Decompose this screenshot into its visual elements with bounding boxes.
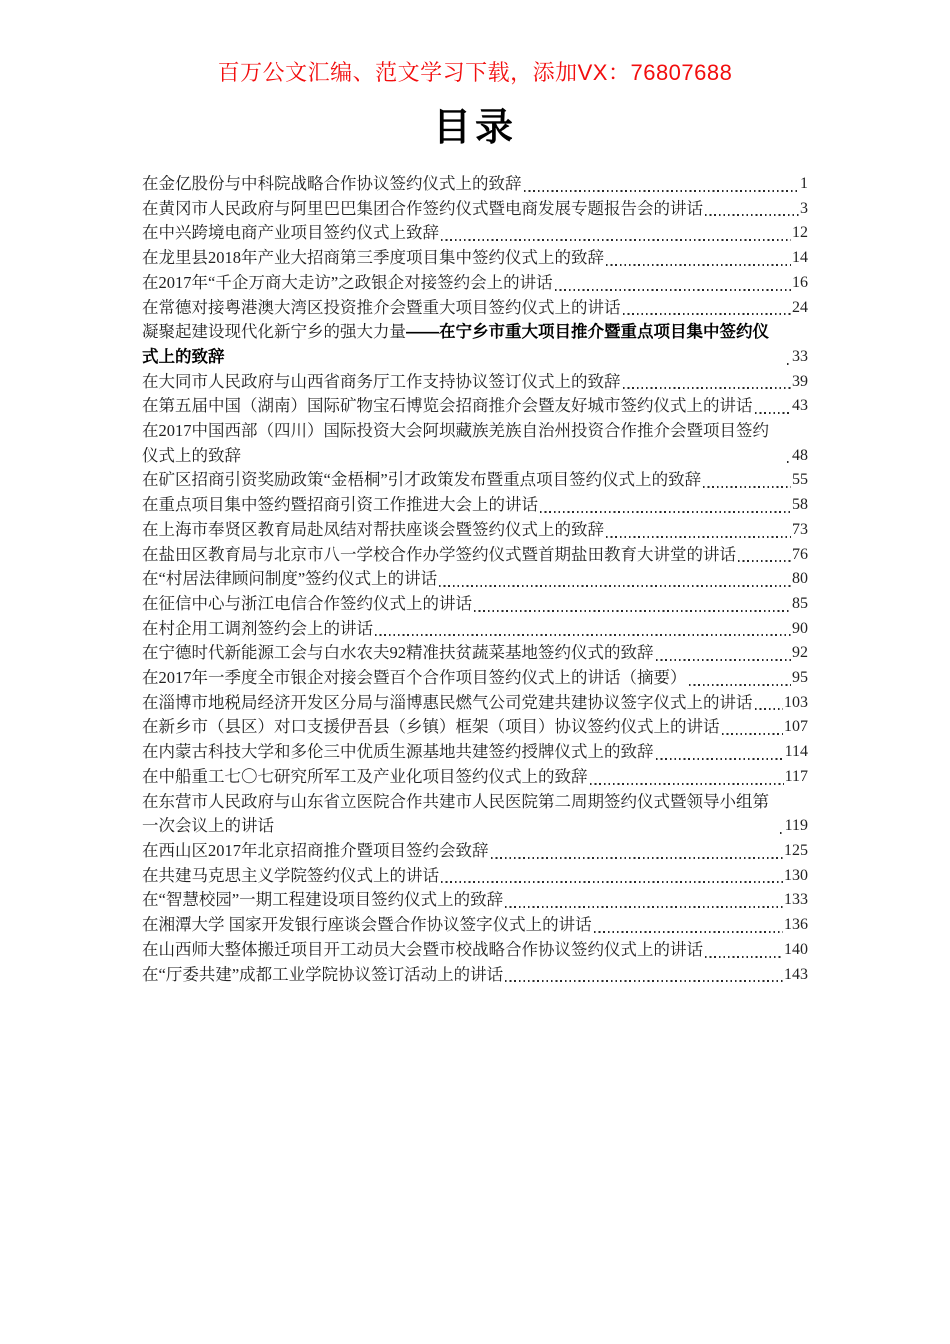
- toc-entry: [142, 715, 808, 740]
- toc-entry-title-text: 在中船重工七〇七研究所军工及产业化项目签约仪式上的致辞: [142, 766, 588, 786]
- dot-leader: [787, 461, 791, 463]
- dot-leader: [555, 289, 791, 291]
- toc-entry-page-number: 33: [792, 347, 808, 365]
- toc-entry-title: [142, 271, 553, 296]
- dot-leader: [524, 190, 800, 192]
- toc-entry: [142, 839, 808, 864]
- dot-leader: [540, 511, 791, 513]
- toc-entry-page-number: 107: [784, 718, 808, 736]
- toc-entry-title-text: 在山西师大整体搬迁项目开工动员大会暨市校战略合作协议签约仪式上的讲话: [142, 939, 703, 959]
- dot-leader: [705, 956, 783, 958]
- toc-entry-title-text: 在盐田区教育局与北京市八一学校合作办学签约仪式暨首期盐田教育大讲堂的讲话: [142, 544, 736, 564]
- toc-entry-title: [142, 888, 503, 913]
- toc-entry: [142, 963, 808, 988]
- toc-entry: [142, 246, 808, 271]
- toc-entry-title: [142, 666, 687, 691]
- toc-entry-page-number: 55: [792, 471, 808, 489]
- toc-entry-title: [142, 641, 654, 666]
- dot-leader: [755, 708, 784, 710]
- toc-entry-title-text: 在西山区2017年北京招商推介暨项目签约会致辞: [142, 840, 489, 860]
- toc-entry-page-number: 117: [784, 767, 808, 785]
- toc-entry-title: [142, 913, 592, 938]
- toc-entry-title: [142, 715, 720, 740]
- toc-entry-page-number: 125: [784, 841, 808, 859]
- toc-entry: [142, 221, 808, 246]
- toc-entry-page-number: 48: [792, 446, 808, 464]
- toc-entry: [142, 394, 808, 419]
- dot-leader: [738, 560, 791, 562]
- toc-entry-title: [142, 172, 522, 197]
- dot-leader: [780, 832, 784, 834]
- toc-entry-page-number: 95: [792, 669, 808, 687]
- toc-entry-title-text: 在“智慧校园”一期工程建设项目签约仪式上的致辞: [142, 890, 504, 910]
- toc-entry-page-number: 119: [784, 817, 808, 835]
- toc-entry-page-number: 85: [792, 594, 808, 612]
- toc-entry-title-text: 在“村居法律顾问制度”签约仪式上的讲话: [142, 569, 438, 589]
- toc-entry-title-text: 在湘潭大学 国家开发银行座谈会暨合作协议签字仪式上的讲话: [142, 915, 592, 935]
- toc-entry-title: [142, 691, 753, 716]
- dot-leader: [705, 214, 799, 216]
- toc-entry-page-number: 140: [784, 940, 808, 958]
- toc-entry: [142, 864, 808, 889]
- dot-leader: [375, 634, 791, 636]
- dot-leader: [656, 758, 784, 760]
- toc-entry-page-number: 12: [792, 224, 808, 242]
- toc-entry-title: [142, 296, 621, 321]
- toc-entry-page-number: 92: [792, 644, 808, 662]
- toc-entry-page-number: 143: [784, 965, 808, 983]
- toc-entry-title: [142, 197, 703, 222]
- toc-entry: [142, 888, 808, 913]
- toc-entry-title-text: 在大同市人民政府与山西省商务厅工作支持协议签订仪式上的致辞: [142, 371, 621, 391]
- toc-entry-page-number: 24: [792, 298, 808, 316]
- dot-leader: [505, 980, 783, 982]
- dot-leader: [606, 264, 791, 266]
- toc-entry-page-number: 80: [792, 570, 808, 588]
- toc-entry: [142, 765, 808, 790]
- toc-entry-title: [142, 938, 703, 963]
- toc-entry-page-number: 73: [792, 520, 808, 538]
- promo-text: 百万公文汇编、范文学习下载，添加VX：76807688: [217, 60, 733, 85]
- toc-entry-page-number: 133: [784, 891, 808, 909]
- toc-entry-title-text: 在第五届中国（湖南）国际矿物宝石博览会招商推介会暨友好城市签约仪式上的讲话: [142, 396, 753, 416]
- toc-entry-title-text: 在东营市人民政府与山东省立医院合作共建市人民医院第二周期签约仪式暨领导小组第一次会议上的讲话: [142, 791, 769, 836]
- toc-entry-title: [142, 221, 439, 246]
- toc-entry-title-text: 在宁德时代新能源工会与白水农夫92精准扶贫蔬菜基地签约仪式的致辞: [142, 643, 654, 663]
- dot-leader: [623, 387, 792, 389]
- toc-entry-title: [142, 765, 588, 790]
- toc-entry-page-number: 3: [800, 199, 808, 217]
- dot-leader: [703, 486, 791, 488]
- toc-entry-title-text: 凝聚起建设现代化新宁乡的强大力量: [142, 322, 406, 342]
- dot-leader: [787, 363, 791, 365]
- toc-entry-title-text: 在重点项目集中签约暨招商引资工作推进大会上的讲话: [142, 495, 538, 515]
- toc-entry-title: [142, 543, 736, 568]
- toc-entry: [142, 790, 808, 839]
- toc-entry-title: [142, 518, 604, 543]
- toc-entry-title-text: 在2017中国西部（四川）国际投资大会阿坝藏族羌族自治州投资合作推介会暨项目签约仪式上的致辞: [142, 421, 769, 465]
- dot-leader: [590, 783, 784, 785]
- page-title: 目录: [432, 107, 517, 149]
- dot-leader: [656, 659, 792, 661]
- toc-entry-title-text: 在2017年一季度全市银企对接会暨百个合作项目签约仪式上的讲话（摘要）: [142, 668, 687, 688]
- toc-entry: [142, 938, 808, 963]
- dot-leader: [755, 412, 792, 414]
- toc-entry-title-text: 在金亿股份与中科院战略合作协议签约仪式上的致辞: [142, 174, 522, 193]
- toc-entry-page-number: 90: [792, 619, 808, 637]
- dot-leader: [606, 536, 791, 538]
- toc-entry: [142, 518, 808, 543]
- toc-entry-title-text: 在上海市奉贤区教育局赴凤结对帮扶座谈会暨签约仪式上的致辞: [142, 519, 604, 539]
- toc-entry-title-text: 在矿区招商引资奖励政策“金梧桐”引才政策发布暨重点项目签约仪式上的致辞: [142, 470, 702, 490]
- dot-leader: [505, 906, 783, 908]
- toc-entry-title-text: 在新乡市（县区）对口支援伊吾县（乡镇）框架（项目）协议签约仪式上的讲话: [142, 717, 720, 737]
- dot-leader: [623, 313, 792, 315]
- toc-entry-title: [142, 617, 373, 642]
- toc-entry-title-text: 在征信中心与浙江电信合作签约仪式上的讲话: [142, 593, 472, 613]
- toc-entry: [142, 666, 808, 691]
- toc-entry-title-text: 在2017年“千企万商大走访”之政银企对接签约会上的讲话: [142, 272, 553, 292]
- toc-entry: [142, 691, 808, 716]
- toc-entry-page-number: 103: [784, 693, 808, 711]
- toc-entry-title-text: 在常德对接粤港澳大湾区投资推介会暨重大项目签约仪式上的讲话: [142, 297, 621, 317]
- promo-banner: [142, 58, 808, 88]
- toc-entry-page-number: 43: [792, 397, 808, 415]
- dot-leader: [722, 733, 784, 735]
- toc-entry-page-number: 16: [792, 273, 808, 291]
- toc-entry: [142, 271, 808, 296]
- toc-entry-page-number: 130: [784, 866, 808, 884]
- toc-entry-title-text: 在淄博市地税局经济开发区分局与淄博惠民燃气公司党建共建协议签字仪式上的讲话: [142, 692, 753, 712]
- toc-entry: [142, 468, 808, 493]
- toc-entry-title: [142, 592, 472, 617]
- toc-entry-title-bold-text: ——在宁乡市重大项目推介暨重点项目集中签约仪式上的致辞: [142, 323, 769, 366]
- toc-entry-title: [142, 320, 785, 369]
- toc-entry-title-text: 在龙里县2018年产业大招商第三季度项目集中签约仪式上的致辞: [142, 248, 604, 268]
- dot-leader: [441, 239, 791, 241]
- toc-entry: [142, 740, 808, 765]
- toc-entry: [142, 320, 808, 369]
- toc-entry-page-number: 114: [784, 743, 808, 761]
- toc-entry-title: [142, 370, 621, 395]
- toc-entry: [142, 197, 808, 222]
- toc-entry-title-text: 在“厅委共建”成都工业学院协议签订活动上的讲话: [142, 964, 504, 984]
- toc-entry: [142, 543, 808, 568]
- toc-entry: [142, 296, 808, 321]
- toc-entry-title: [142, 963, 503, 988]
- toc-entry-page-number: 58: [792, 496, 808, 514]
- toc-entry: [142, 617, 808, 642]
- toc-entry-title-text: 在内蒙古科技大学和多伦三中优质生源基地共建签约授牌仪式上的致辞: [142, 742, 654, 762]
- dot-leader: [491, 857, 784, 859]
- toc-entry-title: [142, 740, 654, 765]
- toc-entry-title: [142, 864, 439, 889]
- toc-entry-page-number: 76: [792, 545, 808, 563]
- toc-entry: [142, 172, 808, 197]
- toc-entry-title: [142, 468, 701, 493]
- toc-entry-title: [142, 790, 778, 839]
- toc-entry-title-text: 在村企用工调剂签约会上的讲话: [142, 618, 373, 638]
- toc-entry: [142, 641, 808, 666]
- toc-entry-page-number: 14: [792, 249, 808, 267]
- dot-leader: [594, 931, 783, 933]
- toc-entry: [142, 592, 808, 617]
- dot-leader: [441, 881, 783, 883]
- dot-leader: [474, 610, 791, 612]
- toc-entry-page-number: 136: [784, 916, 808, 934]
- toc-entry-title: [142, 839, 489, 864]
- toc-entry-title-text: 在黄冈市人民政府与阿里巴巴集团合作签约仪式暨电商发展专题报告会的讲话: [142, 198, 703, 218]
- toc-entry: [142, 493, 808, 518]
- toc-entry-title: [142, 394, 753, 419]
- toc-entry: [142, 567, 808, 592]
- toc-entry-title: [142, 246, 604, 271]
- toc-entry-page-number: 39: [792, 372, 808, 390]
- dot-leader: [439, 585, 791, 587]
- toc-entry-title: [142, 419, 785, 468]
- toc-entry-title-text: 在中兴跨境电商产业项目签约仪式上致辞: [142, 223, 439, 243]
- toc-entry-title: [142, 567, 437, 592]
- toc-entry-page-number: 1: [800, 175, 808, 192]
- toc-entry-title: [142, 493, 538, 518]
- dot-leader: [689, 684, 792, 686]
- toc-entry: [142, 913, 808, 938]
- toc-list: [142, 172, 808, 987]
- toc-entry-title-text: 在共建马克思主义学院签约仪式上的讲话: [142, 865, 439, 885]
- toc-entry: [142, 419, 808, 468]
- toc-entry: [142, 370, 808, 395]
